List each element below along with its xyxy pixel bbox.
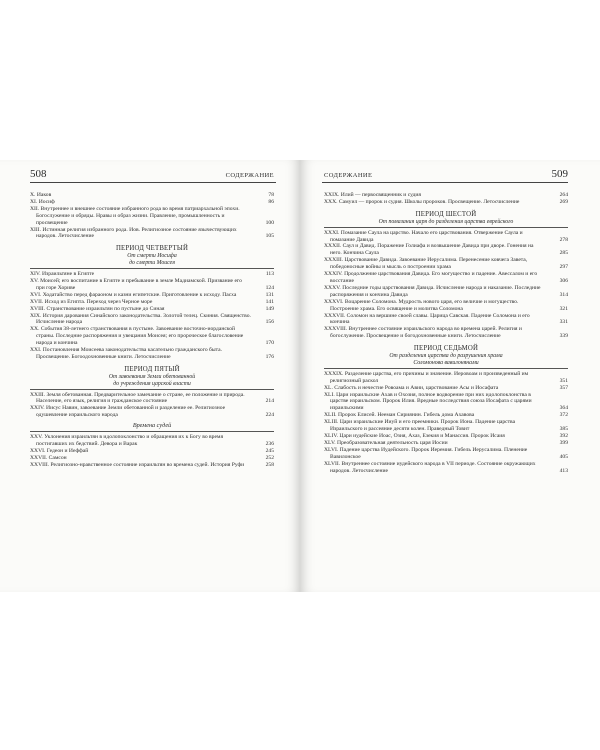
toc-entry: XII. Внутреннее и внешнее состояние избранного рода во время патриархальной эпохи. Богослужение и обряды. Нравы и образ жизни. Правление, промышленность и просвещение 100 [30, 205, 274, 226]
section-title: ПЕРИОД ПЯТЫЙ [124, 365, 180, 373]
right-entries-top [324, 192, 568, 206]
toc-page: 372 [559, 412, 568, 419]
toc-page: 176 [265, 353, 274, 360]
toc-entry: XXVI. Гедеон и Иеффай 245 [30, 447, 274, 454]
toc-entry: XXIX. Илий — первосвященник и судия 264 [324, 192, 568, 198]
toc-page: 306 [559, 277, 568, 284]
section-divider [30, 268, 274, 269]
toc-page: 252 [265, 454, 274, 461]
toc-entry: XX. События 38-летнего странствования в пустыне. Завоевание восточно-иорданской страны. Последние распоряжения и увещания Моисея; его пророческое благословение народа и кончина 170 [30, 326, 274, 347]
toc-page: 264 [559, 192, 568, 198]
section-title: ПЕРИОД ШЕСТОЙ [415, 210, 477, 218]
section-subtitle: до учреждения царской власти [113, 380, 191, 387]
toc-page: 314 [559, 291, 568, 298]
toc-entry: XI. Иосиф 86 [30, 198, 274, 205]
section-subtitle: От завоевания Земли обетованной [108, 373, 196, 380]
toc-entry: XIX. История дарования Синайского законодательства. Золотой телец. Скиния. Священство. Исчисление народа 156 [30, 312, 274, 326]
toc-entry: XXI. Постановления Моисеева законодательства касательно гражданского быта. Просвещение. Богоодохновенные книги. Летосчисление 176 [30, 347, 274, 360]
toc-page: 339 [559, 333, 568, 340]
toc-page: 141 [265, 298, 274, 305]
toc-page: 321 [559, 305, 568, 312]
right-entries-mid [324, 230, 568, 341]
toc-page: 297 [559, 264, 568, 271]
left-entries-mid [30, 271, 274, 361]
toc-page: 86 [268, 198, 274, 205]
toc-entry: XLI. Цари израильские Ахав и Охозия, полное водворение при них идолопоклонства в царстве израильском. Пророк Илия. Вредные последствия союза Иосафата с царями израильскими 364 [324, 391, 568, 412]
toc-entry: XXIV. Иисус Навин, завоевание Земли обетованной и разделение ее. Религиозное одушевление израильского народа 224 [30, 405, 274, 419]
toc-page: 124 [265, 284, 274, 291]
toc-page: 113 [265, 271, 274, 278]
right-page [300, 160, 600, 592]
section-title: ПЕРИОД ЧЕТВЕРТЫЙ [115, 245, 189, 253]
toc-page: 78 [268, 192, 274, 198]
toc-page: 105 [265, 233, 274, 240]
left-entries-end [30, 434, 274, 469]
section-title: ПЕРИОД СЕДЬМОЙ [413, 345, 479, 353]
toc-page: 131 [265, 291, 274, 298]
toc-page: 413 [559, 467, 568, 474]
toc-page: 399 [559, 439, 568, 446]
section-subtitle: От смерти Иосифа [127, 253, 177, 260]
toc-entry: XLII. Пророк Елисей. Нееман Сириянин. Гибель дома Ахавова 372 [324, 412, 568, 419]
toc-entry: XXXI. Помазание Саула на царство. Начало его царствования. Отвержение Саула и помазание Давида 278 [324, 229, 568, 243]
section-subtitle: От помазания царя до разделения царства еврейского [378, 218, 514, 225]
section-divider [30, 431, 274, 432]
book-spread [0, 160, 600, 592]
toc-page: 258 [265, 461, 274, 468]
toc-entry: XVII. Исход из Египта. Переход через Черное море 141 [30, 298, 274, 305]
toc-page: 245 [265, 447, 274, 454]
toc-entry: XLIV. Цари иудейские Иоас, Озия, Ахаз, Езекия и Манассия. Пророк Исаия 392 [324, 433, 568, 439]
toc-page: 364 [559, 405, 568, 412]
toc-entry: XXXIII. Царствование Давида. Завоевание Иерусалима. Перенесение ковчега Завета, победоносные войны и мысль о построении храма 297 [324, 257, 568, 271]
toc-entry: XXXVIII. Внутреннее состояние израильского народа во времена царей. Религия и богослужение. Просвещение и богодохновенные книги. Летосчисление 339 [324, 326, 568, 340]
toc-entry: XVIII. Странствование израильтян по пустыне до Синая 149 [30, 305, 274, 312]
toc-entry: XIII. Истинная религия избранного рода. Иов. Религиозное состояние язычествующих народов. Летосчисление 105 [30, 226, 274, 240]
toc-page: 385 [559, 426, 568, 433]
toc-page: 285 [559, 250, 568, 257]
left-page [0, 160, 300, 592]
left-page-header [30, 168, 276, 183]
toc-page: 170 [265, 340, 274, 347]
right-entries-end [324, 371, 568, 475]
toc-entry: XIV. Израильтяне в Египте 113 [30, 271, 274, 278]
section-subtitle: до смерти Моисея [129, 260, 175, 267]
toc-entry: XXVII. Самсон 252 [30, 454, 274, 461]
toc-page: 405 [559, 453, 568, 460]
right-page-header [322, 168, 568, 183]
toc-entry: XLV. Преобразовательная деятельность царя Иосии 399 [324, 439, 568, 446]
toc-entry: XV. Моисей; его воспитание в Египте и пребывание в земле Мадиамской. Призвание его при горе Хориве 124 [30, 277, 274, 291]
toc-entry: XXXVI. Воцарение Соломона. Мудрость нового царя, его величие и могущество. Построение храма. Его освящение и молитва Соломона 321 [324, 298, 568, 312]
toc-page: 278 [559, 236, 568, 243]
right-header-title: СОДЕРЖАНИЕ [324, 172, 373, 179]
toc-page: 236 [265, 441, 274, 447]
toc-page: 351 [559, 377, 568, 384]
toc-page: 156 [265, 319, 274, 326]
right-toc [324, 192, 568, 474]
toc-entry: XL. Слабость и нечестие Ровоама и Авии, царствование Асы и Иосафата 357 [324, 384, 568, 391]
toc-entry: XXXIV. Продолжение царствования Давида. Его могущество и падение. Авессалом и его восстание 306 [324, 271, 568, 284]
section-divider [30, 389, 274, 390]
left-entries-top [30, 192, 274, 240]
toc-page: 357 [559, 384, 568, 391]
toc-page: 331 [559, 319, 568, 326]
toc-page: 149 [265, 305, 274, 312]
section-divider [324, 227, 568, 228]
section-divider [324, 368, 568, 369]
right-page-number: 509 [551, 168, 568, 180]
toc-entry: XXXVII. Соломон на вершине своей славы. Царица Савская. Падение Соломона и его кончина 331 [324, 312, 568, 326]
toc-entry: XXXV. Последние годы царствования Давида. Исчисление народа и наказание. Последние распоряжения и кончина Давида 314 [324, 284, 568, 298]
toc-entry: XVI. Ходатайство перед фараоном и казни египетские. Приготовление к исходу. Пасха 131 [30, 291, 274, 298]
toc-entry: XXX. Самуил — пророк и судия. Школы пророков. Просвещение. Летосчисление 269 [324, 198, 568, 205]
section-subtitle: Соломонова вавилонянами [413, 359, 479, 366]
toc-page: 224 [265, 412, 274, 419]
toc-page: 392 [559, 433, 568, 439]
toc-entry: XLIII. Цари израильские Ииуй и его преемники. Пророк Иона. Падение царства Израильского и рассеяние десяти колен. Праведный Товит 385 [324, 419, 568, 433]
toc-entry: XXV. Уклонения израильтян в идолопоклонство и обращения их к Богу во время постигавших их бедствий. Девора и Варак 236 [30, 434, 274, 447]
toc-entry: XXIII. Земля обетованная. Предварительное замечание о стране, ее положение и природа. Население, его язык, религия и гражданское состояние 214 [30, 391, 274, 405]
toc-entry: XXVIII. Религиозно-нравственное состояние израильтян во времена судей. История Руфи 258 [30, 461, 274, 468]
subsection-title: Времена судей [132, 422, 172, 430]
left-header-title: СОДЕРЖАНИЕ [225, 172, 274, 179]
left-toc [30, 192, 274, 469]
toc-entry: XLVI. Падение царства Иудейского. Пророк Иеремия. Гибель Иерусалима. Пленение Вавилонское 405 [324, 446, 568, 460]
left-page-number: 508 [30, 168, 47, 180]
toc-entry: X. Иаков 78 [30, 192, 274, 198]
toc-page: 214 [265, 398, 274, 405]
toc-page: 100 [265, 219, 274, 226]
section-subtitle: От разделения царства до разрушения храма [389, 353, 503, 360]
toc-entry: XLVII. Внутреннее состояние иудейского народа в VII периоде. Состояние окружающих народов. Летосчисление 413 [324, 460, 568, 474]
toc-entry: XXXII. Саул и Давид. Поражение Голиафа и возвышение Давида при дворе. Гонения на него. Кончина Саула 285 [324, 243, 568, 257]
toc-page: 269 [559, 198, 568, 205]
toc-entry: XXXIX. Разделение царства, его причины и значение. Иеровоам и произведенный им религиозный раскол 351 [324, 370, 568, 384]
left-entries-low [30, 392, 274, 420]
